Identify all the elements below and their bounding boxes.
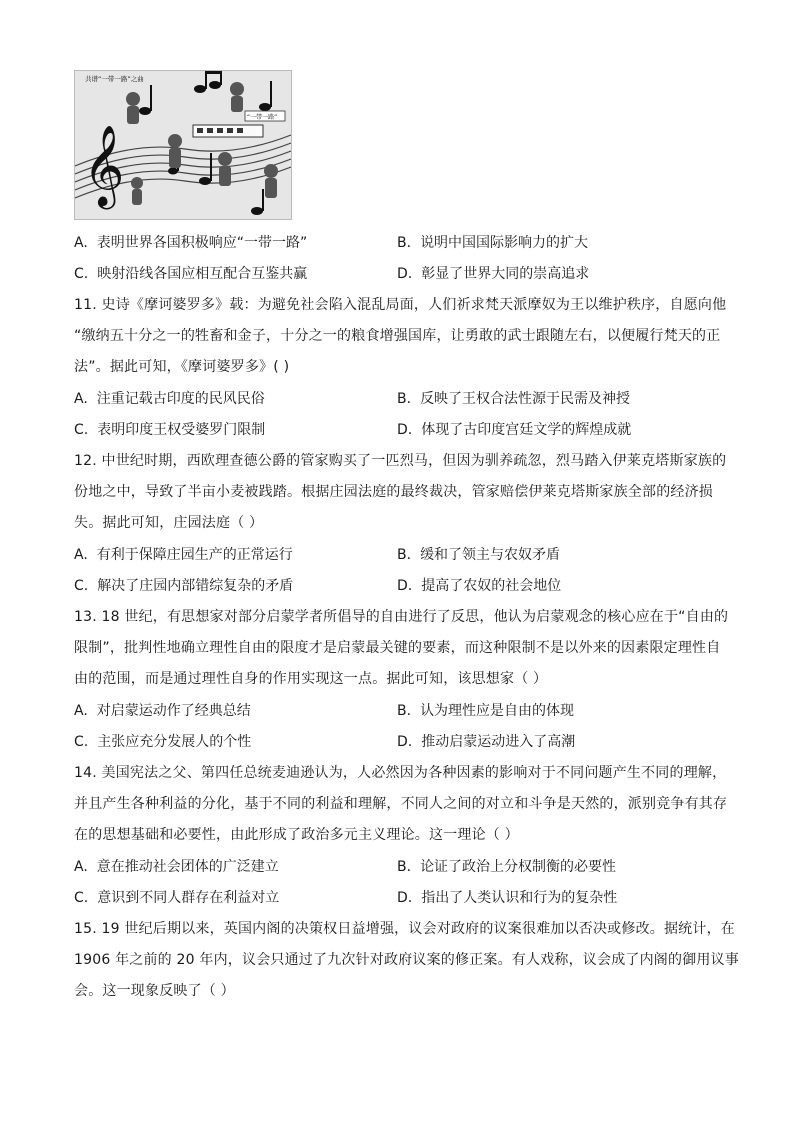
option-text: 缓和了领主与农奴矛盾 xyxy=(420,547,561,563)
q13-stem-line: 限制”，批判性地确立理性自由的限度才是启蒙最关键的要素，而这种限制不是以外来的因素限定理性自 xyxy=(74,640,721,656)
q11-stem-line: 11. 史诗《摩诃婆罗多》载：为避免社会陷入混乱局面，人们祈求梵天派摩奴为王以维护秩序，自愿向他 xyxy=(74,297,727,313)
option-key: D. xyxy=(397,890,413,906)
q14-stem-line: 并且产生各种利益的分化，基于不同的利益和理解，不同人之间的对立和斗争是天然的，派别竞争有其存 xyxy=(74,796,728,812)
option-text: 表明世界各国积极响应“一带一路” xyxy=(96,235,308,251)
option-key: D. xyxy=(397,578,413,594)
option-key: B. xyxy=(397,859,412,875)
q12-option-b[interactable] xyxy=(397,545,560,565)
option-text: 说明中国国际影响力的扩大 xyxy=(420,235,589,251)
option-key: D. xyxy=(397,422,413,438)
option-text: 对启蒙运动作了经典总结 xyxy=(96,703,251,719)
q14-option-d[interactable] xyxy=(397,888,617,908)
train-drawing xyxy=(193,125,263,137)
option-key: C. xyxy=(74,890,89,906)
q14-stem-line: 在的思想基础和必要性，由此形成了政治多元主义理论。这一理论（ ） xyxy=(74,827,519,843)
option-key: C. xyxy=(74,266,89,282)
q10-option-b[interactable] xyxy=(397,233,588,253)
cartoon-drawing xyxy=(75,71,291,219)
option-text: 认为理性应是自由的体现 xyxy=(420,703,575,719)
q14-option-a[interactable] xyxy=(74,857,279,877)
option-key: D. xyxy=(397,266,413,282)
option-key: A. xyxy=(74,235,88,251)
q11-option-c[interactable] xyxy=(74,420,265,440)
q13-option-c[interactable] xyxy=(74,732,251,752)
option-key: A. xyxy=(74,547,88,563)
cartoon-image xyxy=(74,70,292,220)
option-text: 映射沿线各国应相互配合互鉴共赢 xyxy=(97,266,308,282)
option-text: 彰显了世界大同的崇高追求 xyxy=(421,266,590,282)
option-text: 解决了庄园内部错综复杂的矛盾 xyxy=(97,578,294,594)
option-key: B. xyxy=(397,235,412,251)
q10-option-c[interactable] xyxy=(74,264,307,284)
q10-option-d[interactable] xyxy=(397,264,589,284)
option-key: D. xyxy=(397,734,413,750)
q11-option-d[interactable] xyxy=(397,420,631,440)
option-text: 提高了农奴的社会地位 xyxy=(421,578,562,594)
q12-option-d[interactable] xyxy=(397,576,561,596)
q15-stem-line: 1906 年之前的 20 年内，议会只通过了九次针对政府议案的修正案。有人戏称，议会成了内阁的御用议事 xyxy=(74,952,739,968)
q15-stem-line: 会。这一现象反映了（ ） xyxy=(74,983,235,999)
q12-stem-line: 份地之中，导致了半亩小麦被践踏。根据庄园法庭的最终裁决，管家赔偿伊莱克塔斯家族全部的经济损 xyxy=(74,484,713,500)
option-text: 有利于保障庄园生产的正常运行 xyxy=(96,547,293,563)
option-key: C. xyxy=(74,422,89,438)
option-key: C. xyxy=(74,734,89,750)
cartoon-caption: 共谱“一带一路”之曲 xyxy=(85,75,144,83)
option-key: B. xyxy=(397,703,412,719)
q10-option-a[interactable] xyxy=(74,233,307,253)
q12-stem-line: 12. 中世纪时期，西欧理查德公爵的管家购买了一匹烈马，但因为驯养疏忽，烈马踏入伊莱克塔斯家族的 xyxy=(74,453,727,469)
q13-stem-line: 由的范围，而是通过理性自身的作用实现这一点。据此可知，该思想家（ ） xyxy=(74,671,548,687)
cartoon-sign: “一带一路” xyxy=(247,114,278,121)
q11-stem-line: 法”。据此可知，《摩诃婆罗多》( ) xyxy=(74,359,290,375)
q15-stem-line: 15. 19 世纪后期以来，英国内阁的决策权日益增强，议会对政府的议案很难加以否决或修改。据统计，在 xyxy=(74,921,735,937)
q11-option-b[interactable] xyxy=(397,389,630,409)
option-key: B. xyxy=(397,547,412,563)
option-text: 意识到不同人群存在利益对立 xyxy=(97,890,280,906)
q14-stem-line: 14. 美国宪法之父、第四任总统麦迪逊认为，人必然因为各种因素的影响对于不同问题产生不同的理解， xyxy=(74,765,727,781)
q11-stem-line: “缴纳五十分之一的牲畜和金子，十分之一的粮食增强国库，让勇敢的武士跟随左右，以便履行梵天的正 xyxy=(74,328,721,344)
option-text: 论证了政治上分权制衡的必要性 xyxy=(420,859,617,875)
option-text: 意在推动社会团体的广泛建立 xyxy=(96,859,279,875)
q14-option-c[interactable] xyxy=(74,888,279,908)
option-text: 体现了古印度宫廷文学的辉煌成就 xyxy=(421,422,632,438)
q14-option-b[interactable] xyxy=(397,857,616,877)
q12-option-c[interactable] xyxy=(74,576,293,596)
q13-option-a[interactable] xyxy=(74,701,251,721)
option-key: C. xyxy=(74,578,89,594)
q11-option-a[interactable] xyxy=(74,389,265,409)
q13-stem-line: 13. 18 世纪，有思想家对部分启蒙学者所倡导的自由进行了反思，他认为启蒙观念的核心应在于“自由的 xyxy=(74,609,729,625)
treble-clef-icon: 𝄞 xyxy=(83,124,125,206)
option-key: A. xyxy=(74,391,88,407)
option-text: 指出了人类认识和行为的复杂性 xyxy=(421,890,618,906)
option-text: 表明印度王权受婆罗门限制 xyxy=(97,422,266,438)
q12-option-a[interactable] xyxy=(74,545,293,565)
option-key: A. xyxy=(74,859,88,875)
option-text: 注重记载古印度的民风民俗 xyxy=(96,391,265,407)
option-text: 推动启蒙运动进入了高潮 xyxy=(421,734,576,750)
option-key: A. xyxy=(74,703,88,719)
option-text: 主张应充分发展人的个性 xyxy=(97,734,252,750)
q13-option-b[interactable] xyxy=(397,701,574,721)
q13-option-d[interactable] xyxy=(397,732,575,752)
option-key: B. xyxy=(397,391,412,407)
option-text: 反映了王权合法性源于民需及神授 xyxy=(420,391,631,407)
q12-stem-line: 失。据此可知，庄园法庭（ ） xyxy=(74,515,264,531)
